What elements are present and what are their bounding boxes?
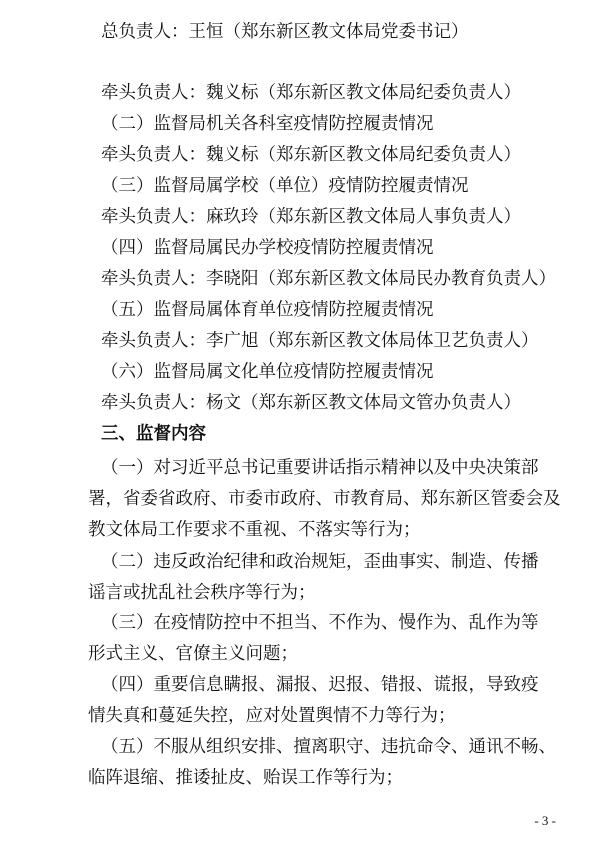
paragraph-line: （一）对习近平总书记重要讲话指示精神以及中央决策部	[101, 458, 539, 478]
paragraph-line: 形式主义、官僚主义问题；	[88, 644, 298, 664]
text-line: 牵头负责人：李晓阳（郑东新区教文体局民办教育负责人）	[101, 269, 556, 289]
text-line: 牵头负责人：杨文（郑东新区教文体局文管办负责人）	[101, 393, 521, 413]
subsection-title: （五）监督局属体育单位疫情防控履责情况	[101, 300, 434, 320]
paragraph-line: 临阵退缩、推诿扯皮、贻误工作等行为；	[88, 768, 403, 788]
subsection-title: （四）监督局属民办学校疫情防控履责情况	[101, 238, 434, 258]
subsection-title: （二）监督局机关各科室疫情防控履责情况	[101, 114, 434, 134]
paragraph-line: （四）重要信息瞒报、漏报、迟报、错报、谎报，导致疫	[101, 675, 539, 695]
paragraph-line: 情失真和蔓延失控，应对处置舆情不力等行为；	[88, 706, 456, 726]
page-number: - 3 -	[534, 813, 556, 828]
text-line: 牵头负责人：麻玖玲（郑东新区教文体局人事负责人）	[101, 207, 521, 227]
paragraph-line: 教文体局工作要求不重视、不落实等行为；	[88, 520, 421, 540]
section-heading: 三、监督内容	[101, 424, 206, 444]
paragraph-line: 署，省委省政府、市委市政府、市教育局、郑东新区管委会及	[88, 489, 561, 509]
subsection-title: （六）监督局属文化单位疫情防控履责情况	[101, 362, 434, 382]
text-line: 牵头负责人：魏义标（郑东新区教文体局纪委负责人）	[101, 83, 521, 103]
text-line: 牵头负责人：魏义标（郑东新区教文体局纪委负责人）	[101, 145, 521, 165]
paragraph-line: （二）违反政治纪律和政治规矩，歪曲事实、制造、传播	[101, 552, 539, 572]
subsection-title: （三）监督局属学校（单位）疫情防控履责情况	[101, 176, 469, 196]
text-line: 总负责人：王恒（郑东新区教文体局党委书记）	[101, 22, 469, 42]
paragraph-line: 谣言或扰乱社会秩序等行为；	[88, 583, 316, 603]
paragraph-line: （三）在疫情防控中不担当、不作为、慢作为、乱作为等	[101, 613, 539, 633]
paragraph-line: （五）不服从组织安排、擅离职守、违抗命令、通讯不畅、	[101, 737, 556, 757]
text-line: 牵头负责人：李广旭（郑东新区教文体局体卫艺负责人）	[101, 331, 539, 351]
